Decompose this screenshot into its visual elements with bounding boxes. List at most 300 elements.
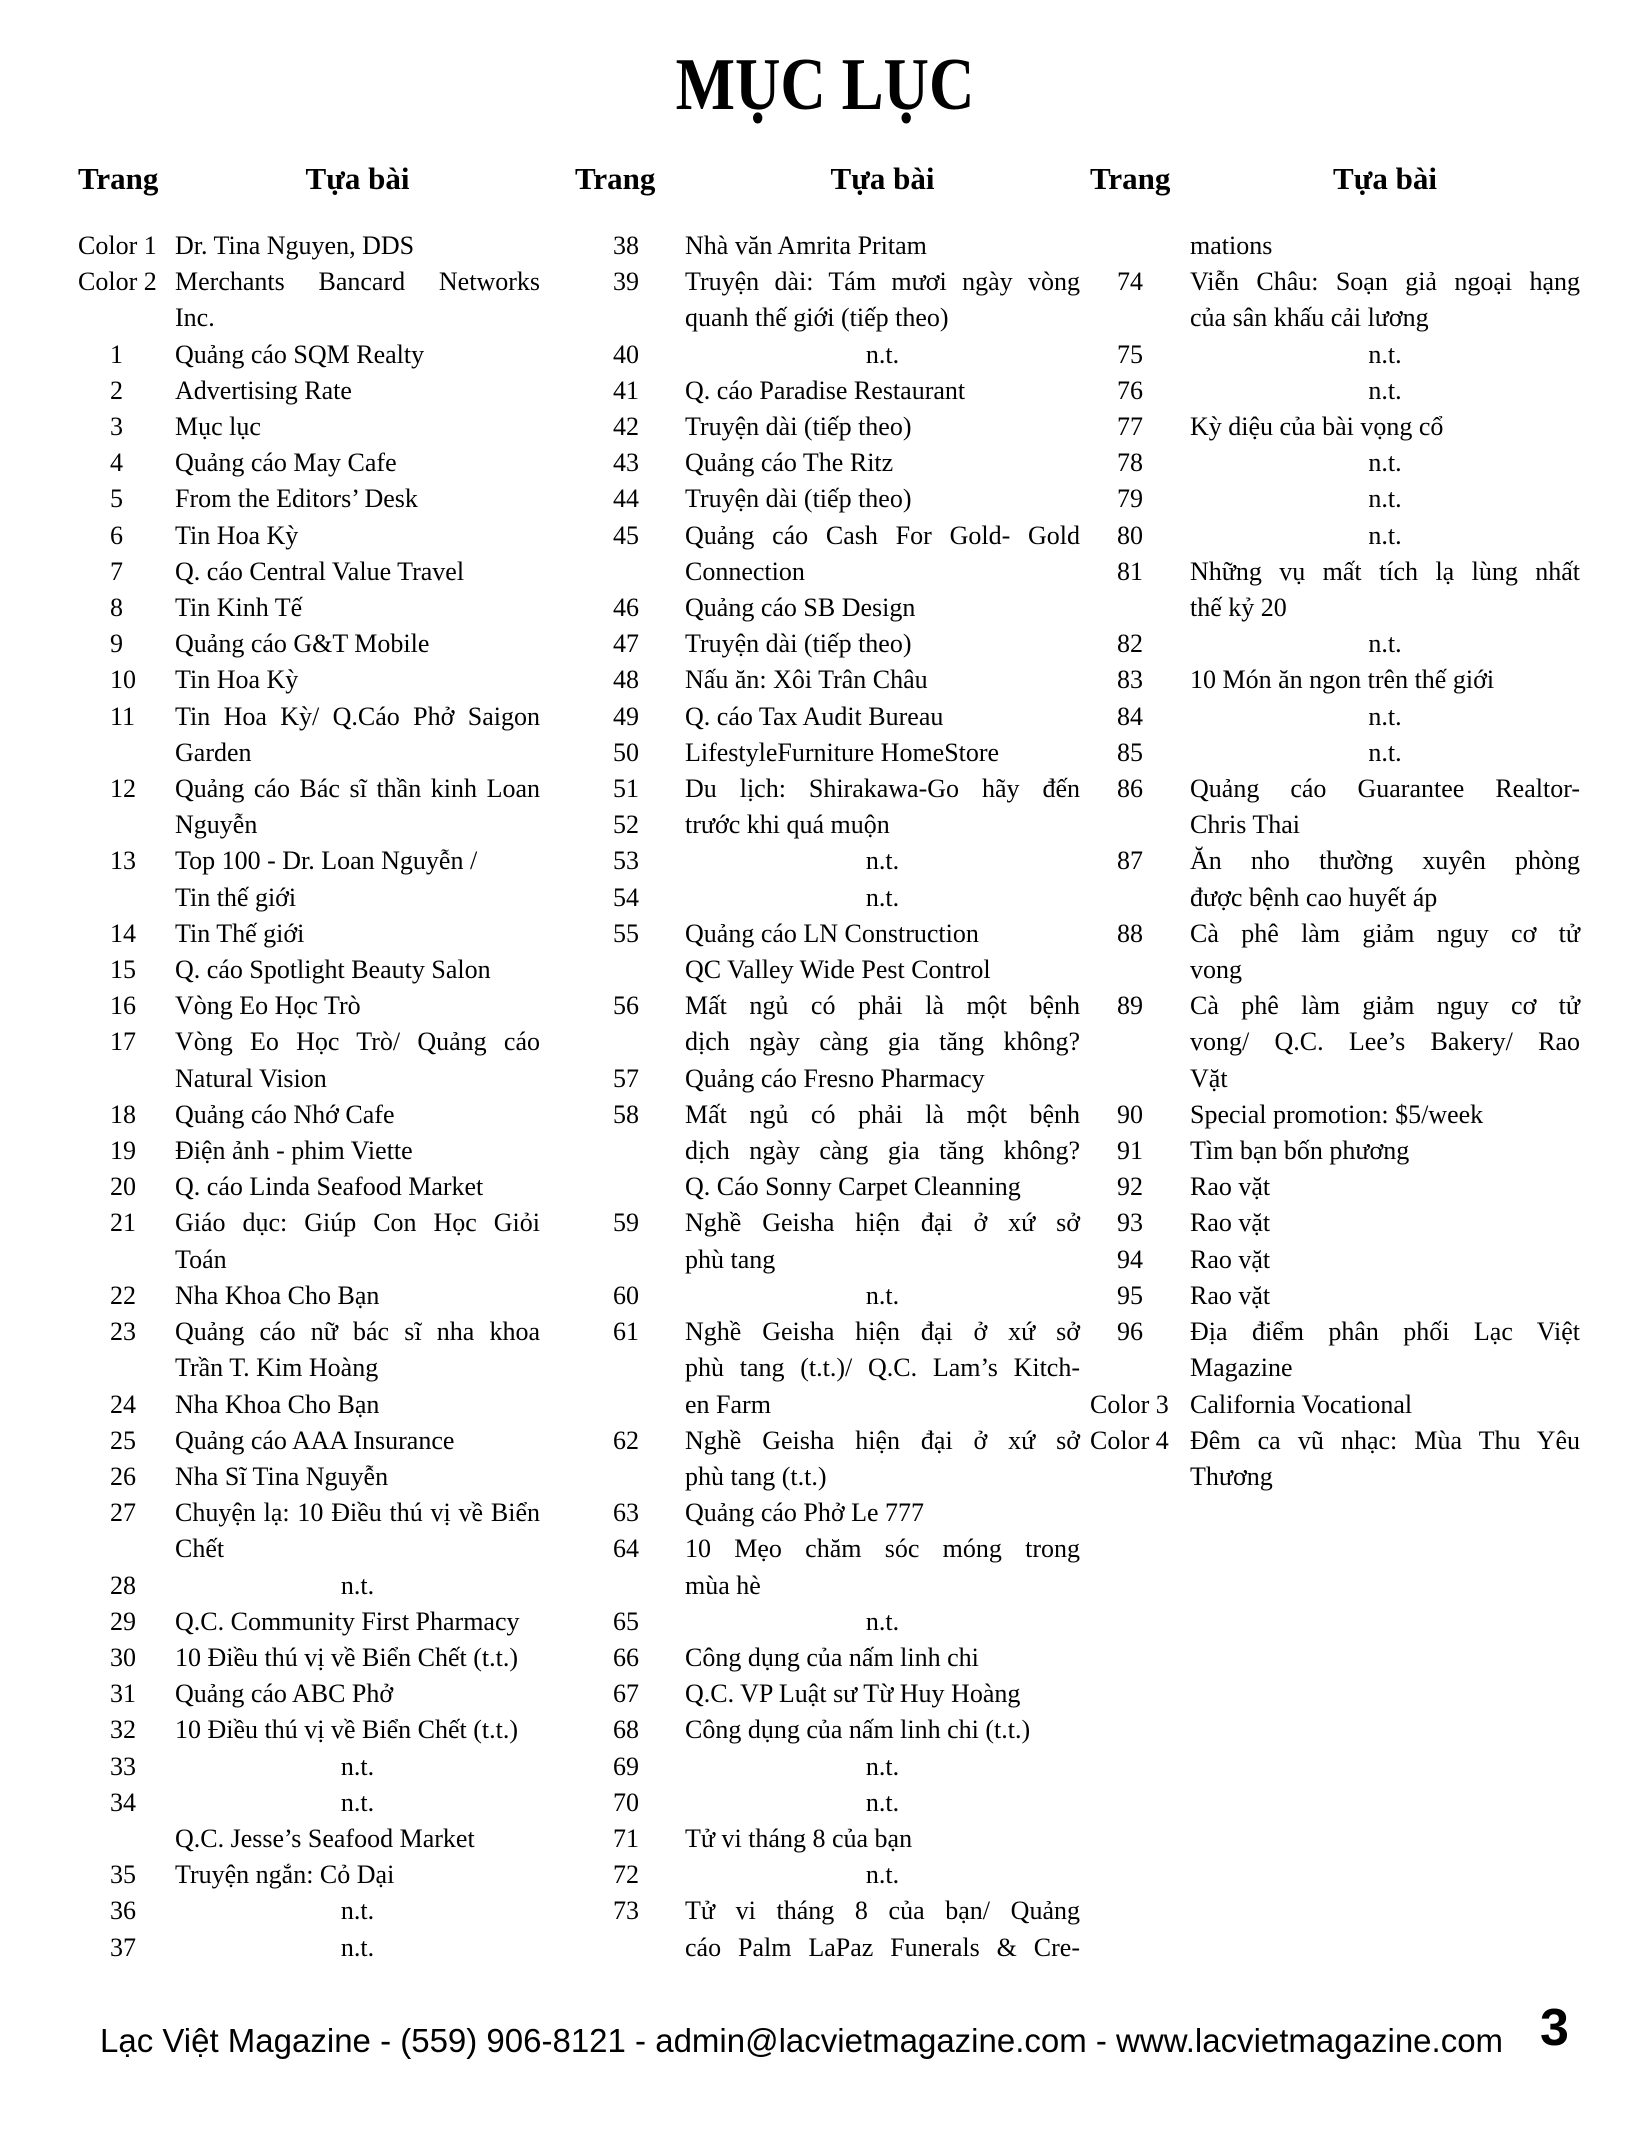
- toc-column-2: [575, 228, 1080, 1966]
- toc-entry-title: [175, 1387, 540, 1423]
- toc-entry-line: Tử vi tháng 8 của bạn: [685, 1823, 913, 1853]
- toc-entry-page-number: 22: [110, 1280, 136, 1310]
- toc-entry-line: Truyện dài (tiếp theo): [685, 412, 912, 442]
- toc-entry-title: [685, 445, 1080, 481]
- toc-entry-page-number: 96: [1117, 1317, 1143, 1347]
- toc-row: [575, 590, 1080, 626]
- toc-row: [1090, 988, 1580, 1097]
- toc-entry-page-number: 62: [613, 1425, 639, 1455]
- toc-entry-title: [685, 880, 1080, 916]
- toc-entry-title: [685, 228, 1080, 264]
- toc-entry-page-number: 39: [613, 267, 639, 297]
- toc-entry-title: [685, 699, 1080, 735]
- toc-entry-line: Chuyện lạ: 10 Điều thú vị về Biển: [175, 1498, 540, 1528]
- toc-entry-line: Vặt: [1190, 1063, 1228, 1093]
- toc-row: [1090, 337, 1580, 373]
- toc-row: [1090, 445, 1580, 481]
- toc-entry-line: Quảng cáo SB Design: [685, 593, 916, 623]
- toc-entry-page-number: 25: [110, 1425, 136, 1455]
- toc-entry-page-number: 69: [613, 1751, 639, 1781]
- toc-column-3: [1090, 228, 1580, 1495]
- toc-entry-page-number: 80: [1117, 520, 1143, 550]
- toc-entry-line: Vòng Eo Học Trò: [175, 991, 361, 1021]
- toc-entry-title: [175, 1024, 540, 1096]
- toc-entry-title: [685, 626, 1080, 662]
- toc-entry-line: Quảng cáo Cash For Gold- Gold: [685, 520, 1080, 550]
- toc-entry-page-number: 55: [613, 918, 639, 948]
- toc-entry-line: Rao vặt: [1190, 1208, 1271, 1238]
- toc-entry-line: en Farm: [685, 1389, 771, 1419]
- toc-entry-line: n.t.: [865, 339, 900, 369]
- toc-entry-line: LifestyleFurniture HomeStore: [685, 737, 1000, 767]
- toc-entry-line: Top 100 - Dr. Loan Nguyễn /: [175, 846, 478, 876]
- toc-entry-line: phù tang (t.t.): [685, 1461, 827, 1491]
- toc-row: [575, 1749, 1080, 1785]
- toc-entry-page-number: 51: [613, 774, 639, 804]
- toc-entry-page-number: 74: [1117, 267, 1143, 297]
- toc-row: [575, 771, 1080, 807]
- toc-entry-title: [175, 1640, 540, 1676]
- toc-entry-title: [685, 1676, 1080, 1712]
- toc-entry-line: phù tang: [685, 1244, 776, 1274]
- toc-entry-line: quanh thế giới (tiếp theo): [685, 303, 949, 333]
- toc-row: [575, 626, 1080, 662]
- toc-entry-title: [685, 1749, 1080, 1785]
- toc-entry-line: n.t.: [1368, 339, 1402, 369]
- toc-entry-title: [1190, 843, 1580, 915]
- toc-entry-line: Nấu ăn: Xôi Trân Châu: [685, 665, 928, 695]
- toc-row: [575, 1531, 1080, 1603]
- toc-entry-title: [1190, 337, 1580, 373]
- toc-entry-line: Tin thế giới: [175, 882, 297, 912]
- toc-entry-line: Vòng Eo Học Trò/ Quảng cáo: [175, 1027, 540, 1057]
- toc-entry-title: [1190, 1423, 1580, 1495]
- toc-entry-line: n.t.: [1368, 375, 1402, 405]
- toc-row: [78, 952, 540, 988]
- toc-entry-title: [175, 228, 540, 264]
- toc-entry-line: Advertising Rate: [175, 375, 352, 405]
- toc-entry-line: thế kỷ 20: [1190, 593, 1287, 623]
- toc-entry-line: vong/ Q.C. Lee’s Bakery/ Rao: [1190, 1027, 1580, 1057]
- toc-row: [1090, 699, 1580, 735]
- toc-row: [78, 518, 540, 554]
- toc-entry-line: n.t.: [340, 1570, 375, 1600]
- toc-entry-page-number: 40: [613, 339, 639, 369]
- toc-row: [78, 1785, 540, 1821]
- toc-row: [1090, 1423, 1580, 1495]
- toc-entry-page-number: 35: [110, 1860, 136, 1890]
- toc-entry-line: Du lịch: Shirakawa-Go hãy đến: [685, 774, 1080, 804]
- column3-page-header: Trang: [1090, 161, 1171, 196]
- toc-entry-page-number: 31: [110, 1679, 136, 1709]
- toc-entry-line: Địa điểm phân phối Lạc Việt: [1190, 1317, 1580, 1347]
- toc-row: [78, 1387, 540, 1423]
- toc-row: [575, 409, 1080, 445]
- toc-entry-line: n.t.: [1368, 448, 1402, 478]
- toc-entry-title: [175, 1459, 540, 1495]
- toc-row: [78, 988, 540, 1024]
- toc-entry-title: [175, 1278, 540, 1314]
- toc-entry-title: [175, 1712, 540, 1748]
- toc-entry-line: phù tang (t.t.)/ Q.C. Lam’s Kitch-: [685, 1353, 1080, 1383]
- footer-contact: Lạc Việt Magazine - (559) 906-8121 - admin@lacvietmagazine.com - www.lacvietmagazine.com: [100, 2022, 1504, 2059]
- toc-entry-page-number: 19: [110, 1136, 136, 1166]
- toc-entry-line: Thương: [1190, 1461, 1273, 1491]
- toc-entry-title: [175, 445, 540, 481]
- toc-entry-title: [685, 735, 1080, 771]
- toc-entry-line: Giáo dục: Giúp Con Học Giỏi: [175, 1208, 540, 1238]
- toc-row: [575, 880, 1080, 916]
- toc-entry-line: Nha Khoa Cho Bạn: [175, 1280, 380, 1310]
- toc-entry-page-number: 3: [110, 412, 123, 442]
- toc-entry-title: [685, 1531, 1080, 1603]
- toc-entry-page-number: 71: [613, 1823, 639, 1853]
- toc-entry-title: [1190, 518, 1580, 554]
- toc-entry-page-number: 42: [613, 412, 639, 442]
- toc-entry-line: n.t.: [1368, 520, 1402, 550]
- toc-entry-line: Chết: [175, 1534, 225, 1564]
- toc-entry-line: mations: [1190, 231, 1273, 260]
- toc-entry-line: Nha Khoa Cho Bạn: [175, 1389, 380, 1419]
- toc-row: [1090, 1387, 1580, 1423]
- toc-entry-page-number: Color 1: [78, 231, 157, 260]
- toc-row: [575, 481, 1080, 517]
- toc-entry-title: [175, 843, 540, 915]
- toc-entry-title: [175, 771, 540, 843]
- toc-entry-line: Những vụ mất tích lạ lùng nhất: [1190, 556, 1580, 586]
- toc-entry-title: [175, 409, 540, 445]
- toc-entry-title: [685, 1278, 1080, 1314]
- toc-entry-line: Truyện ngắn: Cỏ Dại: [175, 1860, 395, 1890]
- toc-entry-line: của sân khấu cải lương: [1190, 303, 1429, 333]
- toc-entry-page-number: 50: [613, 737, 639, 767]
- toc-entry-line: được bệnh cao huyết áp: [1190, 882, 1438, 912]
- toc-entry-title: [175, 626, 540, 662]
- toc-entry-page-number: 6: [110, 520, 123, 550]
- toc-entry-title: [175, 1676, 540, 1712]
- toc-entry-title: [175, 699, 540, 771]
- toc-entry-line: n.t.: [865, 1606, 900, 1636]
- toc-entry-line: Nghề Geisha hiện đại ở xứ sở: [685, 1317, 1080, 1347]
- toc-entry-title: [685, 409, 1080, 445]
- toc-entry-title: [175, 1930, 540, 1966]
- toc-row: [1090, 1205, 1580, 1241]
- toc-entry-line: Dr. Tina Nguyen, DDS: [175, 231, 415, 260]
- toc-row: [1090, 1097, 1580, 1133]
- toc-entry-line: n.t.: [340, 1787, 375, 1817]
- toc-entry-title: [175, 481, 540, 517]
- toc-entry-title: [685, 1205, 1080, 1277]
- toc-entry-line: Điện ảnh - phim Viette: [175, 1136, 413, 1166]
- toc-entry-line: Quảng cáo Nhớ Cafe: [175, 1099, 395, 1129]
- toc-entry-page-number: 65: [613, 1606, 639, 1636]
- toc-entry-line: Tin Kinh Tế: [175, 593, 303, 623]
- toc-row: [575, 445, 1080, 481]
- toc-row: [575, 264, 1080, 336]
- toc-entry-page-number: 28: [110, 1570, 136, 1600]
- toc-entry-title: [685, 662, 1080, 698]
- toc-entry-line: 10 Điều thú vị về Biển Chết (t.t.): [175, 1715, 519, 1745]
- toc-entry-page-number: Color 4: [1090, 1425, 1169, 1455]
- toc-entry-page-number: 38: [613, 231, 639, 260]
- toc-entry-page-number: 86: [1117, 774, 1143, 804]
- toc-entry-page-number: Color 2: [78, 267, 157, 297]
- toc-entry-page-number: 84: [1117, 701, 1143, 731]
- toc-entry-title: [685, 373, 1080, 409]
- toc-entry-line: Q.C. Community First Pharmacy: [175, 1606, 520, 1636]
- toc-entry-page-number: 21: [110, 1208, 136, 1238]
- toc-entry-line: Nha Sĩ Tina Nguyễn: [175, 1461, 389, 1491]
- toc-entry-line: Rao vặt: [1190, 1244, 1271, 1274]
- toc-entry-title: [1190, 699, 1580, 735]
- toc-entry-page-number: 27: [110, 1498, 136, 1528]
- toc-row: [1090, 228, 1580, 264]
- toc-row: [1090, 554, 1580, 626]
- toc-entry-title: [1190, 409, 1580, 445]
- toc-entry-line: Quảng cáo Fresno Pharmacy: [685, 1063, 985, 1093]
- toc-entry-title: [685, 264, 1080, 336]
- toc-entry-line: Quảng cáo LN Construction: [685, 918, 979, 948]
- toc-entry-line: Kỳ diệu của bài vọng cổ: [1190, 412, 1444, 442]
- toc-entry-line: Tin Hoa Kỳ/ Q.Cáo Phở Saigon: [175, 701, 540, 731]
- toc-entry-title: [175, 1495, 540, 1567]
- toc-entry-line: From the Editors’ Desk: [175, 484, 418, 514]
- toc-entry-page-number: 37: [110, 1932, 136, 1962]
- toc-entry-title: [1190, 916, 1580, 988]
- toc-entry-page-number: 87: [1117, 846, 1143, 876]
- toc-entry-page-number: 26: [110, 1461, 136, 1491]
- toc-entry-title: [1190, 554, 1580, 626]
- toc-entry-title: [1190, 1314, 1580, 1386]
- toc-row: [575, 1097, 1080, 1206]
- toc-entry-line: Đêm ca vũ nhạc: Mùa Thu Yêu: [1190, 1425, 1580, 1455]
- toc-entry-title: [1190, 445, 1580, 481]
- toc-entry-page-number: 64: [613, 1534, 639, 1564]
- toc-entry-title: [685, 590, 1080, 626]
- toc-entry-page-number: 16: [110, 991, 136, 1021]
- toc-entry-page-number: 85: [1117, 737, 1143, 767]
- toc-entry-page-number: 88: [1117, 918, 1143, 948]
- toc-entry-title: [175, 1821, 540, 1857]
- toc-entry-line: Nghề Geisha hiện đại ở xứ sở: [685, 1425, 1080, 1455]
- toc-entry-line: n.t.: [1368, 737, 1402, 767]
- toc-entry-page-number: 44: [613, 484, 639, 514]
- toc-row: [575, 228, 1080, 264]
- toc-entry-title: [1190, 626, 1580, 662]
- toc-entry-line: Truyện dài (tiếp theo): [685, 629, 912, 659]
- toc-row: [575, 1061, 1080, 1097]
- toc-row: [78, 264, 540, 336]
- toc-entry-title: [175, 1097, 540, 1133]
- toc-entry-title: [685, 988, 1080, 1060]
- toc-row: [575, 1495, 1080, 1531]
- column1-title-header: Tựa bài: [305, 161, 410, 196]
- toc-row: [78, 590, 540, 626]
- toc-entry-page-number: 53: [613, 846, 639, 876]
- toc-entry-line: Quảng cáo Bác sĩ thần kinh Loan: [175, 774, 540, 804]
- toc-entry-title: [175, 554, 540, 590]
- toc-entry-page-number: 70: [613, 1787, 639, 1817]
- toc-entry-title: [175, 1893, 540, 1929]
- toc-row: [1090, 735, 1580, 771]
- toc-entry-page-number: 14: [110, 918, 136, 948]
- toc-entry-line: n.t.: [865, 1860, 900, 1890]
- toc-row: [1090, 916, 1580, 988]
- toc-entry-title: [1190, 735, 1580, 771]
- toc-entry-line: Inc.: [175, 303, 215, 333]
- toc-row: [78, 445, 540, 481]
- toc-row: [575, 1640, 1080, 1676]
- toc-entry-page-number: 17: [110, 1027, 136, 1057]
- toc-entry-title: [685, 1314, 1080, 1423]
- toc-row: [575, 518, 1080, 590]
- toc-row: [575, 1205, 1080, 1277]
- toc-row: [1090, 264, 1580, 336]
- toc-entry-line: n.t.: [1368, 484, 1402, 514]
- toc-entry-page-number: 66: [613, 1642, 639, 1672]
- toc-row: [575, 1821, 1080, 1857]
- toc-entry-page-number: 45: [613, 520, 639, 550]
- toc-entry-title: [175, 337, 540, 373]
- toc-entry-line: n.t.: [865, 882, 900, 912]
- toc-entry-title: [175, 1568, 540, 1604]
- toc-entry-title: [175, 590, 540, 626]
- toc-entry-page-number: 10: [110, 665, 136, 695]
- toc-entry-line: Q. cáo Spotlight Beauty Salon: [175, 955, 491, 985]
- toc-entry-page-number: 34: [110, 1787, 136, 1817]
- toc-entry-page-number: 24: [110, 1389, 136, 1419]
- toc-row: [575, 337, 1080, 373]
- toc-entry-page-number: 81: [1117, 556, 1143, 586]
- toc-entry-line: Magazine: [1190, 1353, 1293, 1383]
- toc-entry-page-number: 90: [1117, 1099, 1143, 1129]
- toc-entry-line: Mất ngủ có phải là một bệnh: [685, 1099, 1080, 1129]
- toc-entry-title: [1190, 1133, 1580, 1169]
- toc-entry-title: [685, 1893, 1080, 1965]
- toc-row: [78, 1314, 540, 1386]
- toc-entry-line: n.t.: [865, 846, 900, 876]
- toc-entry-title: [1190, 373, 1580, 409]
- toc-row: [575, 1423, 1080, 1495]
- toc-row: [575, 1785, 1080, 1821]
- toc-entry-page-number: 94: [1117, 1244, 1143, 1274]
- toc-entry-title: [685, 1821, 1080, 1857]
- toc-row: [78, 337, 540, 373]
- toc-entry-title: [685, 1712, 1080, 1748]
- toc-entry-title: [1190, 1242, 1580, 1278]
- toc-entry-page-number: 18: [110, 1099, 136, 1129]
- toc-entry-line: California Vocational: [1190, 1389, 1413, 1419]
- toc-entry-line: Q. cáo Paradise Restaurant: [685, 375, 966, 405]
- toc-entry-line: Q. Cáo Sonny Carpet Cleanning: [685, 1172, 1021, 1202]
- toc-entry-line: dịch ngày càng gia tăng không?: [685, 1136, 1080, 1166]
- toc-entry-page-number: 72: [613, 1860, 639, 1890]
- toc-entry-page-number: 83: [1117, 665, 1143, 695]
- toc-entry-line: trước khi quá muộn: [685, 810, 890, 840]
- toc-row: [1090, 373, 1580, 409]
- toc-entry-page-number: 11: [110, 701, 136, 731]
- toc-entry-title: [175, 1785, 540, 1821]
- toc-entry-page-number: 93: [1117, 1208, 1143, 1238]
- toc-entry-title: [1190, 662, 1580, 698]
- toc-entry-page-number: 36: [110, 1896, 136, 1926]
- toc-entry-page-number: 75: [1117, 339, 1143, 369]
- toc-entry-title: [175, 1423, 540, 1459]
- toc-entry-line: 10 Món ăn ngon trên thế giới: [1190, 665, 1495, 695]
- toc-entry-page-number: 91: [1117, 1136, 1143, 1166]
- toc-row: [575, 988, 1080, 1060]
- column1-page-header: Trang: [78, 161, 159, 196]
- toc-row: [78, 481, 540, 517]
- toc-entry-page-number: 67: [613, 1679, 639, 1709]
- toc-entry-title: [1190, 1097, 1580, 1133]
- toc-entry-line: Q. cáo Tax Audit Bureau: [685, 701, 944, 731]
- toc-entry-title: [1190, 264, 1580, 336]
- toc-entry-title: [685, 1857, 1080, 1893]
- toc-entry-page-number: 48: [613, 665, 639, 695]
- toc-entry-title: [175, 916, 540, 952]
- toc-entry-page-number: Color 3: [1090, 1389, 1169, 1419]
- toc-row: [575, 699, 1080, 735]
- toc-entry-title: [685, 337, 1080, 373]
- toc-entry-page-number: 89: [1117, 991, 1143, 1021]
- toc-entry-line: Ăn nho thường xuyên phòng: [1190, 846, 1580, 876]
- toc-entry-page-number: 20: [110, 1172, 136, 1202]
- toc-row: [575, 1278, 1080, 1314]
- toc-entry-title: [1190, 1387, 1580, 1423]
- toc-entry-line: Quảng cáo AAA Insurance: [175, 1425, 455, 1455]
- toc-entry-page-number: 56: [613, 991, 639, 1021]
- toc-entry-page-number: 57: [613, 1063, 639, 1093]
- toc-entry-line: Chris Thai: [1190, 810, 1301, 840]
- toc-entry-line: Special promotion: $5/week: [1190, 1099, 1484, 1129]
- toc-entry-title: [1190, 1278, 1580, 1314]
- toc-row: [1090, 1169, 1580, 1205]
- toc-entry-page-number: 73: [613, 1896, 639, 1926]
- toc-entry-page-number: 8: [110, 593, 123, 623]
- toc-entry-title: [685, 807, 1080, 843]
- toc-entry-line: Quảng cáo Guarantee Realtor-: [1190, 774, 1580, 804]
- toc-entry-line: Quảng cáo Phở Le 777: [685, 1498, 925, 1528]
- toc-entry-title: [175, 373, 540, 409]
- toc-entry-line: cáo Palm LaPaz Funerals & Cre-: [685, 1932, 1080, 1962]
- toc-entry-title: [175, 988, 540, 1024]
- toc-row: [78, 1712, 540, 1748]
- toc-entry-line: Viễn Châu: Soạn giả ngoại hạng: [1190, 267, 1580, 297]
- toc-entry-title: [1190, 481, 1580, 517]
- toc-entry-title: [685, 916, 1080, 988]
- toc-row: [78, 554, 540, 590]
- toc-row: [78, 843, 540, 915]
- toc-entry-page-number: 43: [613, 448, 639, 478]
- column2-title-header: Tựa bài: [830, 161, 935, 196]
- toc-row: [78, 1749, 540, 1785]
- toc-entry-line: Quảng cáo The Ritz: [685, 448, 894, 478]
- toc-entry-line: Q. cáo Linda Seafood Market: [175, 1172, 484, 1202]
- toc-entry-line: Nhà văn Amrita Pritam: [685, 231, 927, 260]
- toc-entry-page-number: 5: [110, 484, 123, 514]
- toc-row: [1090, 1278, 1580, 1314]
- toc-row: [575, 1676, 1080, 1712]
- toc-entry-line: Quảng cáo SQM Realty: [175, 339, 425, 369]
- toc-row: [78, 1133, 540, 1169]
- toc-entry-line: n.t.: [340, 1896, 375, 1926]
- toc-entry-title: [685, 1785, 1080, 1821]
- toc-entry-line: Rao vặt: [1190, 1172, 1271, 1202]
- toc-row: [575, 1712, 1080, 1748]
- toc-entry-page-number: 77: [1117, 412, 1143, 442]
- toc-entry-line: Connection: [685, 556, 805, 586]
